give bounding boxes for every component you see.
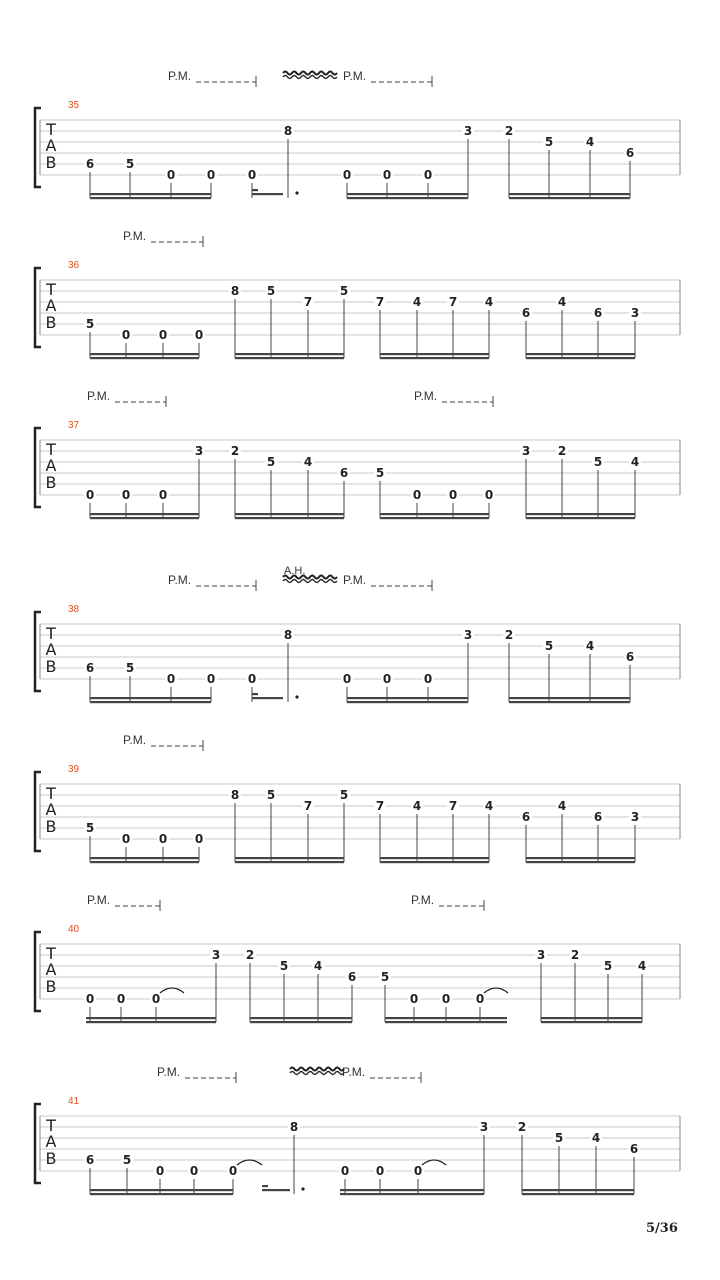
beam-stub — [262, 1185, 268, 1187]
tab-clef-letter: A — [45, 1132, 57, 1151]
palm-mute-label: P.M. — [123, 229, 147, 243]
fret-number: 3 — [536, 948, 546, 962]
fret-number: 0 — [206, 168, 216, 182]
beam — [235, 861, 344, 863]
fret-number: 6 — [85, 1153, 95, 1167]
fret-number: 4 — [557, 799, 567, 813]
fret-number: 5 — [339, 788, 349, 802]
harmonic-label: A.H. — [284, 565, 306, 577]
fret-number: 6 — [347, 970, 357, 984]
page-number: 5/36 — [646, 1221, 678, 1236]
fret-number: 0 — [158, 328, 168, 342]
fret-number: 8 — [283, 628, 293, 642]
tie-arc — [484, 988, 508, 993]
palm-mute-label: P.M. — [168, 573, 192, 587]
fret-number: 0 — [441, 992, 451, 1006]
beam — [250, 1017, 352, 1019]
fret-number: 3 — [521, 444, 531, 458]
fret-number: 5 — [544, 135, 554, 149]
tab-clef-letter: B — [45, 313, 57, 332]
tie-arc — [160, 988, 184, 993]
tab-clef-letter: B — [45, 1149, 57, 1168]
tab-clef-letter: T — [46, 440, 56, 459]
fret-number: 2 — [557, 444, 567, 458]
fret-number: 0 — [423, 168, 433, 182]
tab-clef-letter: A — [45, 296, 57, 315]
fret-number: 5 — [554, 1131, 564, 1145]
beam — [347, 701, 468, 703]
beam — [509, 697, 630, 699]
tie-arc — [237, 1160, 262, 1165]
beam — [90, 697, 211, 699]
fret-number: 3 — [479, 1120, 489, 1134]
beam — [522, 1189, 634, 1191]
vibrato-mark — [290, 1068, 344, 1071]
beam — [380, 513, 489, 515]
beam — [235, 513, 344, 515]
fret-number: 0 — [375, 1164, 385, 1178]
beam — [340, 1189, 484, 1191]
beam — [90, 1189, 233, 1191]
tab-clef-letter: T — [46, 280, 56, 299]
beam — [509, 701, 630, 703]
fret-number: 7 — [303, 295, 313, 309]
fret-number: 0 — [155, 1164, 165, 1178]
fret-number: 5 — [125, 157, 135, 171]
tab-clef-letter: B — [45, 473, 57, 492]
fret-number: 4 — [412, 799, 422, 813]
palm-mute-label: P.M. — [343, 573, 367, 587]
fret-number: 8 — [230, 788, 240, 802]
palm-mute-label: P.M. — [87, 893, 111, 907]
palm-mute-label: P.M. — [87, 389, 111, 403]
beam — [522, 1193, 634, 1195]
tie-arc — [422, 1160, 446, 1165]
fret-number: 8 — [289, 1120, 299, 1134]
bar-number: 39 — [68, 764, 80, 775]
palm-mute-label: P.M. — [342, 1065, 366, 1079]
tab-system — [35, 733, 680, 863]
fret-number: 6 — [521, 306, 531, 320]
beam — [252, 697, 283, 699]
fret-number: 5 — [266, 284, 276, 298]
fret-number: 6 — [593, 810, 603, 824]
tab-clef-letter: A — [45, 640, 57, 659]
fret-number: 5 — [122, 1153, 132, 1167]
fret-number: 7 — [448, 799, 458, 813]
fret-number: 0 — [448, 488, 458, 502]
fret-number: 6 — [625, 146, 635, 160]
fret-number: 3 — [463, 628, 473, 642]
fret-number: 2 — [504, 124, 514, 138]
fret-number: 4 — [557, 295, 567, 309]
palm-mute-label: P.M. — [168, 69, 192, 83]
fret-number: 4 — [484, 295, 494, 309]
beam — [90, 517, 199, 519]
fret-number: 4 — [585, 639, 595, 653]
fret-number: 0 — [158, 832, 168, 846]
fret-number: 7 — [375, 295, 385, 309]
fret-number: 0 — [228, 1164, 238, 1178]
fret-number: 0 — [166, 168, 176, 182]
tab-clef-letter: A — [45, 136, 57, 155]
beam — [380, 357, 489, 359]
tab-clef-letter: T — [46, 944, 56, 963]
beam — [526, 513, 635, 515]
fret-number: 6 — [521, 810, 531, 824]
fret-number: 0 — [194, 832, 204, 846]
fret-number: 5 — [339, 284, 349, 298]
beam — [526, 857, 635, 859]
beam — [340, 1193, 484, 1195]
beam-stub — [252, 189, 258, 191]
beam — [347, 697, 468, 699]
palm-mute-label: P.M. — [414, 389, 438, 403]
fret-number: 4 — [412, 295, 422, 309]
vibrato-mark — [283, 76, 337, 79]
fret-number: 0 — [342, 672, 352, 686]
fret-number: 8 — [230, 284, 240, 298]
fret-number: 0 — [484, 488, 494, 502]
beam — [262, 1189, 290, 1191]
tab-clef-letter: B — [45, 817, 57, 836]
tab-clef-letter: T — [46, 120, 56, 139]
bar-number: 40 — [68, 924, 80, 935]
fret-number: 4 — [585, 135, 595, 149]
beam — [252, 193, 283, 195]
beam — [509, 193, 630, 195]
fret-number: 0 — [121, 328, 131, 342]
fret-number: 0 — [412, 488, 422, 502]
fret-number: 0 — [247, 168, 257, 182]
fret-number: 5 — [85, 821, 95, 835]
beam — [90, 857, 199, 859]
fret-number: 5 — [544, 639, 554, 653]
fret-number: 2 — [570, 948, 580, 962]
beam — [235, 517, 344, 519]
beam — [235, 353, 344, 355]
fret-number: 0 — [121, 488, 131, 502]
beam — [509, 197, 630, 199]
fret-number: 0 — [194, 328, 204, 342]
fret-number: 2 — [230, 444, 240, 458]
tab-system — [35, 565, 680, 703]
fret-number: 0 — [409, 992, 419, 1006]
fret-number: 0 — [158, 488, 168, 502]
tab-system — [35, 229, 680, 359]
beam — [235, 357, 344, 359]
vibrato-mark — [283, 580, 337, 583]
beam — [90, 357, 199, 359]
fret-number: 5 — [375, 466, 385, 480]
palm-mute-label: P.M. — [157, 1065, 181, 1079]
fret-number: 0 — [189, 1164, 199, 1178]
beam — [380, 857, 489, 859]
beam — [380, 861, 489, 863]
tab-system — [35, 69, 680, 199]
beam — [90, 1193, 233, 1195]
beam — [380, 517, 489, 519]
beam — [90, 513, 199, 515]
fret-number: 5 — [380, 970, 390, 984]
fret-number: 4 — [591, 1131, 601, 1145]
tab-clef-letter: T — [46, 784, 56, 803]
beam — [250, 1021, 352, 1023]
fret-number: 5 — [603, 959, 613, 973]
beam — [385, 1021, 507, 1023]
tab-clef-letter: A — [45, 456, 57, 475]
fret-number: 4 — [313, 959, 323, 973]
fret-number: 0 — [475, 992, 485, 1006]
fret-number: 6 — [625, 650, 635, 664]
fret-number: 4 — [303, 455, 313, 469]
fret-number: 0 — [382, 672, 392, 686]
beam — [90, 193, 211, 195]
fret-number: 8 — [283, 124, 293, 138]
fret-number: 2 — [517, 1120, 527, 1134]
fret-number: 6 — [593, 306, 603, 320]
fret-number: 3 — [630, 306, 640, 320]
palm-mute-label: P.M. — [343, 69, 367, 83]
fret-number: 0 — [206, 672, 216, 686]
fret-number: 0 — [85, 488, 95, 502]
fret-number: 7 — [448, 295, 458, 309]
vibrato-mark — [283, 72, 337, 75]
beam — [541, 1021, 642, 1023]
fret-number: 0 — [342, 168, 352, 182]
beam — [347, 193, 468, 195]
fret-number: 0 — [382, 168, 392, 182]
fret-number: 6 — [629, 1142, 639, 1156]
beam — [526, 357, 635, 359]
fret-number: 0 — [340, 1164, 350, 1178]
fret-number: 5 — [85, 317, 95, 331]
fret-number: 6 — [339, 466, 349, 480]
bar-number: 41 — [68, 1096, 80, 1107]
rhythm-dot — [295, 191, 298, 194]
bar-number: 38 — [68, 604, 80, 615]
tab-clef-letter: T — [46, 624, 56, 643]
beam — [86, 1021, 216, 1023]
fret-number: 3 — [630, 810, 640, 824]
tab-clef-letter: B — [45, 153, 57, 172]
fret-number: 4 — [484, 799, 494, 813]
bar-number: 36 — [68, 260, 80, 271]
fret-number: 4 — [637, 959, 647, 973]
beam — [90, 353, 199, 355]
beam-stub — [252, 693, 258, 695]
fret-number: 3 — [194, 444, 204, 458]
beam — [526, 861, 635, 863]
tab-clef-letter: A — [45, 800, 57, 819]
beam — [86, 1017, 216, 1019]
tab-clef-letter: T — [46, 1116, 56, 1135]
fret-number: 0 — [151, 992, 161, 1006]
fret-number: 3 — [211, 948, 221, 962]
tab-clef-letter: B — [45, 977, 57, 996]
fret-number: 0 — [413, 1164, 423, 1178]
tab-clef-letter: B — [45, 657, 57, 676]
beam — [90, 861, 199, 863]
fret-number: 0 — [166, 672, 176, 686]
beam — [90, 197, 211, 199]
beam — [380, 353, 489, 355]
fret-number: 6 — [85, 157, 95, 171]
tab-system — [35, 893, 680, 1023]
beam — [385, 1017, 507, 1019]
beam — [347, 197, 468, 199]
beam — [90, 701, 211, 703]
beam — [235, 857, 344, 859]
fret-number: 2 — [245, 948, 255, 962]
fret-number: 6 — [85, 661, 95, 675]
bar-number: 37 — [68, 420, 80, 431]
fret-number: 0 — [85, 992, 95, 1006]
tab-system — [35, 389, 680, 519]
rhythm-dot — [295, 695, 298, 698]
fret-number: 5 — [125, 661, 135, 675]
beam — [526, 517, 635, 519]
fret-number: 5 — [266, 455, 276, 469]
vibrato-mark — [290, 1072, 344, 1075]
fret-number: 2 — [504, 628, 514, 642]
fret-number: 0 — [121, 832, 131, 846]
fret-number: 0 — [116, 992, 126, 1006]
beam — [526, 353, 635, 355]
fret-number: 7 — [375, 799, 385, 813]
fret-number: 3 — [463, 124, 473, 138]
beam — [541, 1017, 642, 1019]
fret-number: 7 — [303, 799, 313, 813]
fret-number: 4 — [630, 455, 640, 469]
fret-number: 0 — [423, 672, 433, 686]
bar-number: 35 — [68, 100, 80, 111]
tab-system — [35, 1065, 680, 1195]
fret-number: 5 — [279, 959, 289, 973]
tab-clef-letter: A — [45, 960, 57, 979]
palm-mute-label: P.M. — [123, 733, 147, 747]
fret-number: 5 — [266, 788, 276, 802]
rhythm-dot — [301, 1187, 304, 1190]
fret-number: 0 — [247, 672, 257, 686]
palm-mute-label: P.M. — [411, 893, 435, 907]
fret-number: 5 — [593, 455, 603, 469]
